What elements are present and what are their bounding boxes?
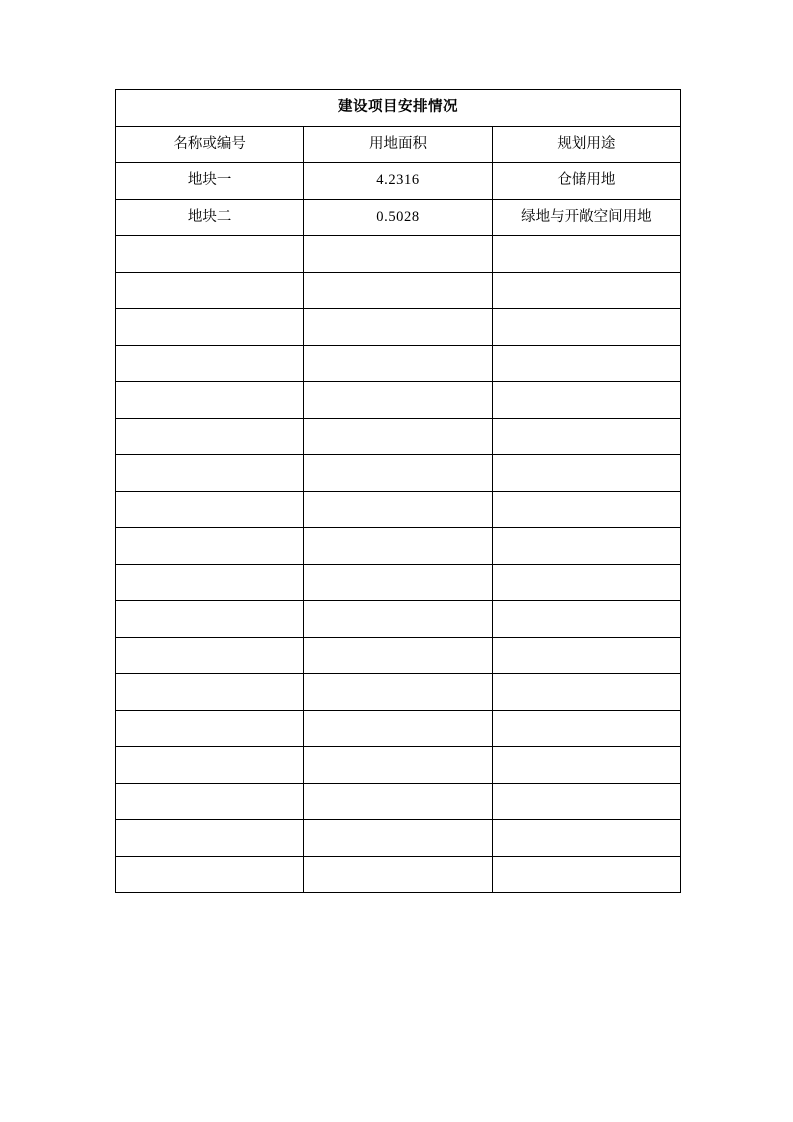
cell-empty: [304, 601, 492, 638]
column-header-area: 用地面积: [304, 126, 492, 163]
cell-empty: [492, 491, 680, 528]
table-row-empty: [116, 820, 681, 857]
table-row-empty: [116, 418, 681, 455]
cell-empty: [116, 637, 304, 674]
cell-name: 地块二: [116, 199, 304, 236]
table-row-empty: [116, 747, 681, 784]
cell-empty: [492, 236, 680, 273]
cell-empty: [304, 272, 492, 309]
cell-empty: [116, 345, 304, 382]
table-title-row: [116, 90, 681, 127]
cell-empty: [304, 747, 492, 784]
cell-name: 地块一: [116, 163, 304, 200]
cell-empty: [492, 528, 680, 565]
cell-empty: [304, 528, 492, 565]
cell-empty: [304, 382, 492, 419]
cell-empty: [116, 856, 304, 893]
cell-empty: [304, 564, 492, 601]
cell-area: 4.2316: [304, 163, 492, 200]
cell-empty: [492, 272, 680, 309]
table-row-empty: [116, 236, 681, 273]
cell-empty: [116, 491, 304, 528]
cell-empty: [304, 783, 492, 820]
table-row-empty: [116, 309, 681, 346]
cell-empty: [492, 382, 680, 419]
table-row-empty: [116, 455, 681, 492]
cell-empty: [116, 309, 304, 346]
table-row-empty: [116, 601, 681, 638]
cell-empty: [492, 637, 680, 674]
cell-empty: [492, 710, 680, 747]
cell-empty: [304, 820, 492, 857]
cell-empty: [492, 674, 680, 711]
table-row-empty: [116, 564, 681, 601]
cell-use: 绿地与开敞空间用地: [492, 199, 680, 236]
cell-empty: [116, 783, 304, 820]
table-row-empty: [116, 674, 681, 711]
cell-area: 0.5028: [304, 199, 492, 236]
column-header-name: 名称或编号: [116, 126, 304, 163]
table-row-empty: [116, 345, 681, 382]
cell-empty: [116, 601, 304, 638]
cell-empty: [304, 491, 492, 528]
cell-empty: [116, 564, 304, 601]
cell-empty: [304, 637, 492, 674]
cell-empty: [304, 455, 492, 492]
cell-empty: [116, 382, 304, 419]
cell-empty: [492, 455, 680, 492]
cell-empty: [492, 856, 680, 893]
table-row-empty: [116, 382, 681, 419]
table-row-empty: [116, 783, 681, 820]
table-body: [116, 90, 681, 893]
column-header-use: 规划用途: [492, 126, 680, 163]
table-row: [116, 199, 681, 236]
table-row: [116, 163, 681, 200]
cell-empty: [116, 528, 304, 565]
cell-empty: [492, 783, 680, 820]
cell-empty: [116, 418, 304, 455]
table-row-empty: [116, 710, 681, 747]
cell-empty: [304, 345, 492, 382]
cell-empty: [492, 309, 680, 346]
cell-empty: [116, 710, 304, 747]
cell-empty: [492, 345, 680, 382]
table-row-empty: [116, 528, 681, 565]
cell-empty: [116, 747, 304, 784]
table-row-empty: [116, 856, 681, 893]
cell-use: 仓储用地: [492, 163, 680, 200]
construction-project-table: [115, 89, 681, 893]
cell-empty: [304, 856, 492, 893]
table-title: 建设项目安排情况: [116, 90, 681, 127]
cell-empty: [116, 455, 304, 492]
cell-empty: [492, 820, 680, 857]
table-header-row: [116, 126, 681, 163]
cell-empty: [492, 564, 680, 601]
table-container: [115, 89, 681, 893]
cell-empty: [116, 236, 304, 273]
cell-empty: [116, 674, 304, 711]
table-row-empty: [116, 637, 681, 674]
cell-empty: [492, 747, 680, 784]
cell-empty: [492, 601, 680, 638]
cell-empty: [304, 710, 492, 747]
cell-empty: [492, 418, 680, 455]
cell-empty: [116, 820, 304, 857]
cell-empty: [116, 272, 304, 309]
cell-empty: [304, 674, 492, 711]
cell-empty: [304, 309, 492, 346]
cell-empty: [304, 236, 492, 273]
cell-empty: [304, 418, 492, 455]
table-row-empty: [116, 272, 681, 309]
table-row-empty: [116, 491, 681, 528]
